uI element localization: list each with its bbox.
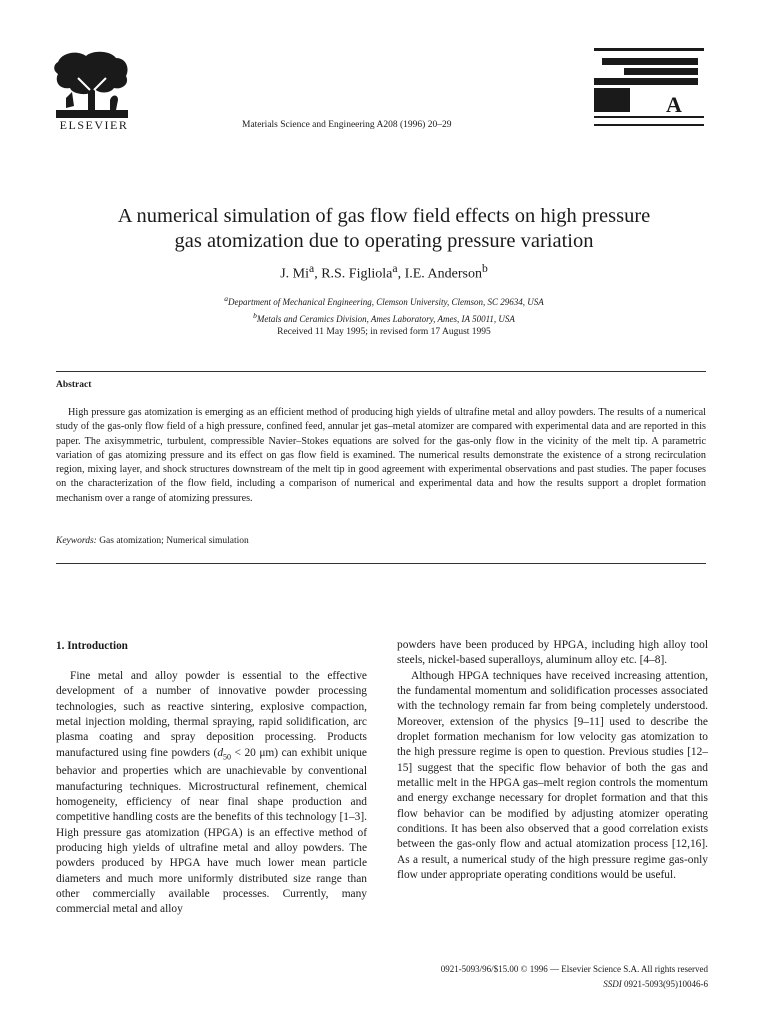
affiliation-line: $^b$Metals and Ceramics Division, Ames Laboratory, Ames, IA 50011, USA (253, 311, 515, 324)
divider-bottom (56, 563, 706, 564)
abstract-body (56, 406, 706, 506)
paragraph: powders have been produced by HPGA, including high alloy tool steels, nickel-based superalloys, aluminum alloy etc. [4–8]. (397, 639, 708, 667)
materials-science-engineering-mark (594, 48, 704, 132)
journal-citation: Materials Science and Engineering A208 (1996) 20–29 (242, 120, 452, 130)
left-column (56, 669, 367, 918)
right-column (397, 638, 708, 884)
paragraph: Although HPGA techniques have received increasing attention, the fundamental momentum and solidification processes associated with the technology remain far from being completely understood. Moreover, extension of the physics [9–11] used to describe the droplet formation mechanism for low velocity gas atomization to the high pressure regime is open to question. Previous studies [12–15] suggest that the specific flow behavior of both the gas and metallic melt in the HPGA gas–melt region controls the momentum and energy exchange necessary for droplet formation and that this flow behavior can be modified by adjusting atomizer operating conditions. It has been also observed that a good correlation exists between the gas-only flow and actual atomization process [12,16]. As a result, a numerical study of the high pressure regime gas-only flow under appropriate operating conditions would be useful. (397, 669, 708, 882)
ssdi-line: SSDI 0921-5093(95)10046-6 (603, 979, 708, 989)
keywords-text: Gas atomization; Numerical simulation (99, 536, 249, 546)
keywords (56, 536, 249, 546)
abstract-paragraph: High pressure gas atomization is emerging as an efficient method of producing high yields of ultrafine metal and alloy powders. The results of a numerical study of the gas-only flow field of a high pressure, confined feed, annular jet gas–metal atomizer are compared with experimental data and are reported in this paper. The axisymmetric, turbulent, compressible Navier–Stokes equations are solved for the gas-only flow in the vicinity of the melt tip. A parametric variation of gas atomizing pressure and its effect on gas flow field is examined. The numerical results demonstrate the existence of a strong recirculation region, mixing layer, and shock structures downstream of the melt tip in good agreement with experimental observations and past studies. The paper focuses on the characterization of the flow field, including a comparison of numerical and experimental data and how the results support a droplet formation mechanism over a range of atomizing pressures. (56, 407, 706, 504)
author-name: R.S. Figliola (321, 266, 393, 282)
author-name: I.E. Anderson (404, 266, 482, 282)
author-affiliation-mark: a (309, 262, 315, 275)
author-affiliation-mark: a (392, 262, 398, 275)
paper-title (40, 204, 728, 254)
publisher-name: ELSEVIER (59, 118, 129, 132)
section-heading: 1. Introduction (56, 640, 128, 652)
paragraph: Fine metal and alloy powder is essential to the effective development of a number of innovative powder processing technologies, such as reactive sintering, explosive compaction, metal injection molding, thermal spraying, rapid solidification, arc plasma coating and spray deposition processing. Products manufactured using fine powders ($d_{50} < 20$ μm) can exhibit unique behavior and properties which are unachievable by conventional manufacturing techniques. Microstructural refinement, chemical homogeneity, efficiency of near final shape production and competitive handling costs are the benefits of this technology [1–3]. High pressure gas atomization (HPGA) is an effective method of producing high yields of ultrafine metal and alloy powders. The powders produced by HPGA have much lower mean particle diameters and much more uniformly distributed size range than other commercially available processes. Currently, many commercial metal and alloy (56, 670, 367, 916)
author-name: J. Mi (280, 266, 309, 282)
author-affiliation-mark: b (481, 262, 488, 275)
abstract-heading: Abstract (56, 380, 92, 390)
author-list: J. Mi$^a$, R.S. Figliola$^a$, I.E. Anderson$^b$ (280, 262, 488, 282)
elsevier-tree-logo (52, 48, 132, 120)
affiliations (120, 292, 648, 326)
journal-section-letter: A (666, 92, 682, 117)
received-dates: Received 11 May 1995; in revised form 17 August 1995 (277, 327, 491, 337)
title-line-1: A numerical simulation of gas flow field effects on high pressure (117, 205, 651, 227)
affiliation-line: $^a$Department of Mechanical Engineering, Clemson University, Clemson, SC 29634, USA (224, 294, 544, 307)
copyright-line: 0921-5093/96/$15.00 © 1996 — Elsevier Science S.A. All rights reserved (440, 964, 708, 974)
divider-top (56, 371, 706, 372)
keywords-label: Keywords: (56, 536, 97, 546)
title-line-2: gas atomization due to operating pressure variation (174, 230, 594, 252)
